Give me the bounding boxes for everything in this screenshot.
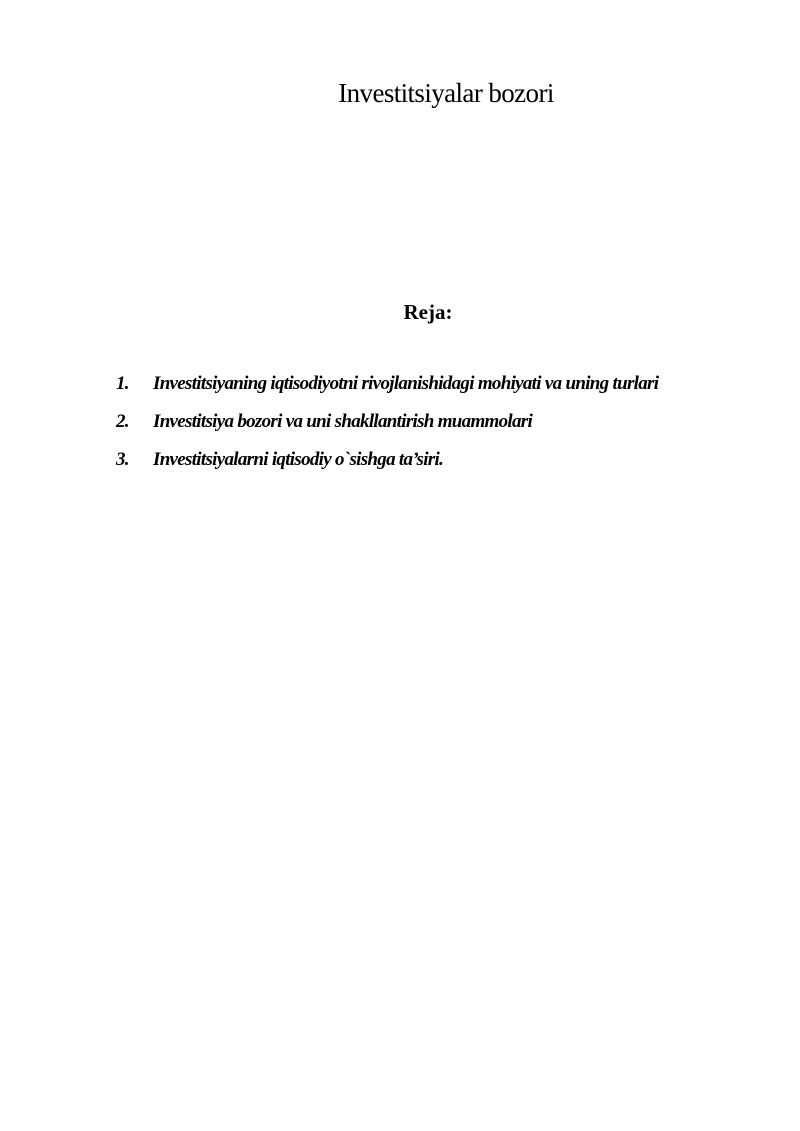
plan-item-number: 1.: [116, 373, 129, 394]
plan-item-number: 3.: [116, 449, 129, 470]
plan-item-number: 2.: [116, 411, 129, 432]
plan-item-text: Investitsiyaning iqtisodiyotni rivojlanishidagi mohiyati va uning turlari: [153, 373, 659, 394]
plan-item: [116, 373, 658, 411]
plan-item: [116, 411, 658, 449]
plan-list: [116, 373, 658, 487]
plan-heading: Reja:: [403, 300, 453, 324]
plan-item-text: Investitsiya bozori va uni shakllantirish muammolari: [153, 411, 533, 432]
document-title: Investitsiyalar bozori: [338, 78, 554, 108]
plan-item-text: Investitsiyalarni iqtisodiy o`sishga ta’siri.: [153, 449, 444, 470]
plan-item: [116, 449, 658, 487]
